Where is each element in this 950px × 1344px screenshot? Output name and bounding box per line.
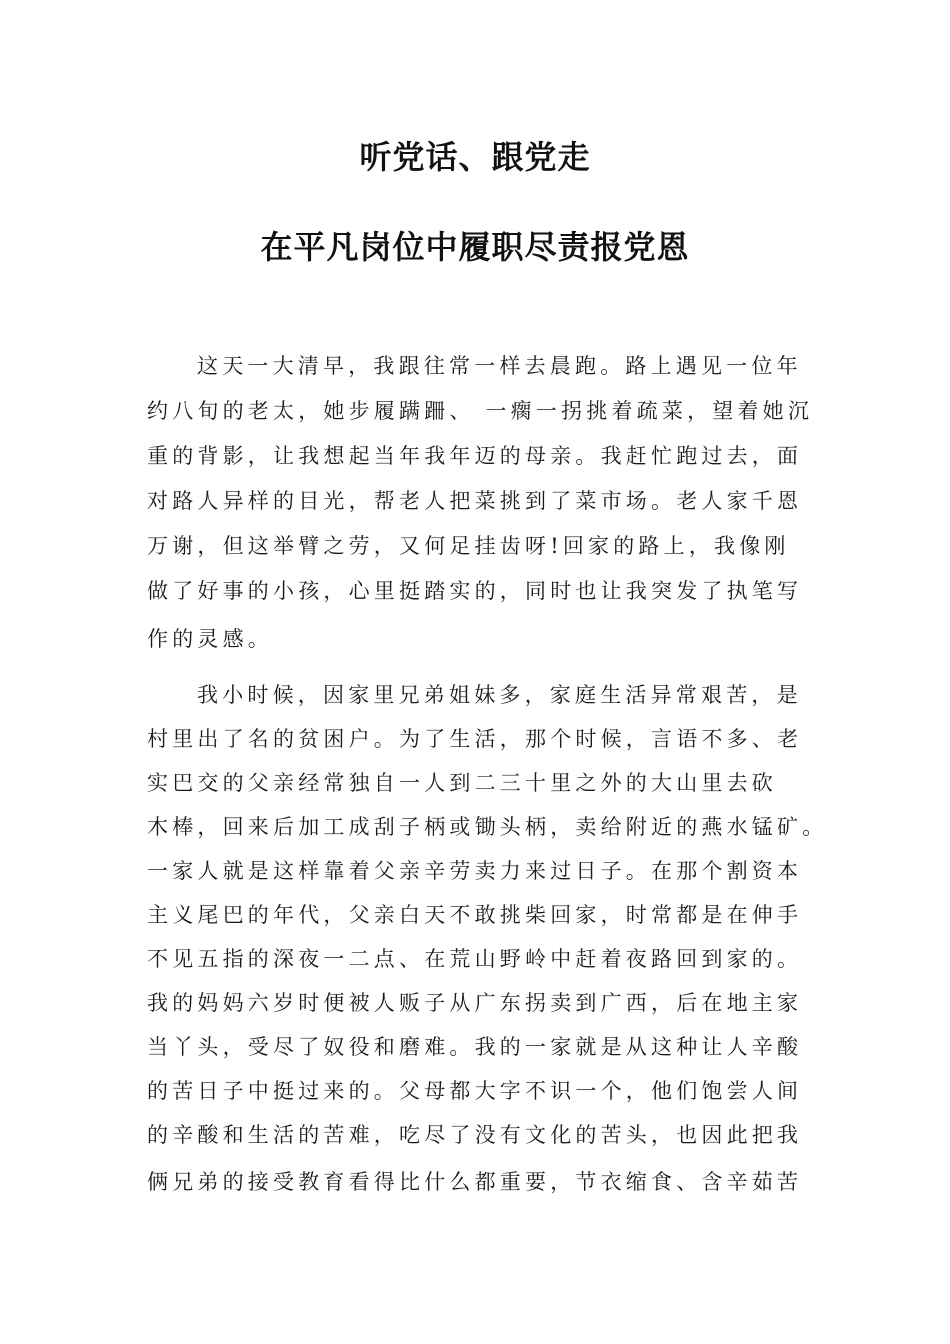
paragraph-2-line: 我的妈妈六岁时便被人贩子从广东拐卖到广西，后在地主家 — [147, 991, 803, 1015]
paragraph-2-line: 不见五指的深夜一二点、在荒山野岭中赶着夜路回到家的。 — [147, 947, 803, 971]
paragraph-1-line: 这天一大清早，我跟往常一样去晨跑。路上遇见一位年 — [197, 354, 802, 378]
document-title-line-1: 听党话、跟党走 — [359, 138, 591, 176]
paragraph-2-line: 俩兄弟的接受教育看得比什么都重要，节衣缩食、含辛茹苦 — [147, 1170, 803, 1194]
paragraph-1-line: 约八旬的老太，她步履蹒跚、 一瘸一拐挑着疏菜，望着她沉 — [147, 399, 814, 423]
paragraph-2-line: 实巴交的父亲经常独自一人到二三十里之外的大山里去砍 — [147, 771, 777, 795]
paragraph-1-line: 重的背影，让我想起当年我年迈的母亲。我赶忙跑过去，面 — [147, 444, 803, 468]
paragraph-2-line: 当丫头，受尽了奴役和磨难。我的一家就是从这种让人辛酸 — [147, 1035, 803, 1059]
paragraph-2-line: 主义尾巴的年代，父亲白天不敢挑柴回家，时常都是在伸手 — [147, 903, 803, 927]
paragraph-2-line: 我小时候，因家里兄弟姐妹多，家庭生活异常艰苦，是 — [197, 683, 802, 707]
paragraph-1-line: 万谢，但这举臂之劳，又何足挂齿呀!回家的路上，我像刚 — [147, 534, 790, 558]
paragraph-2-line: 一家人就是这样靠着父亲辛劳卖力来过日子。在那个割资本 — [147, 859, 803, 883]
paragraph-1-line: 对路人异样的目光，帮老人把菜挑到了菜市场。老人家千恩 — [147, 489, 803, 513]
paragraph-2-line: 的辛酸和生活的苦难，吃尽了没有文化的苦头，也因此把我 — [147, 1123, 803, 1147]
paragraph-1-line: 做了好事的小孩，心里挺踏实的，同时也让我突发了执笔写 — [147, 579, 803, 603]
paragraph-2-line: 的苦日子中挺过来的。父母都大字不识一个，他们饱尝人间 — [147, 1079, 803, 1103]
paragraph-1-line: 作的灵感。 — [147, 627, 273, 651]
document-title-line-2: 在平凡岗位中履职尽责报党恩 — [260, 228, 690, 266]
paragraph-2-line: 木棒，回来后加工成刮子柄或锄头柄，卖给附近的燕水锰矿。 — [147, 815, 828, 839]
paragraph-2-line: 村里出了名的贫困户。为了生活，那个时候，言语不多、老 — [147, 727, 803, 751]
